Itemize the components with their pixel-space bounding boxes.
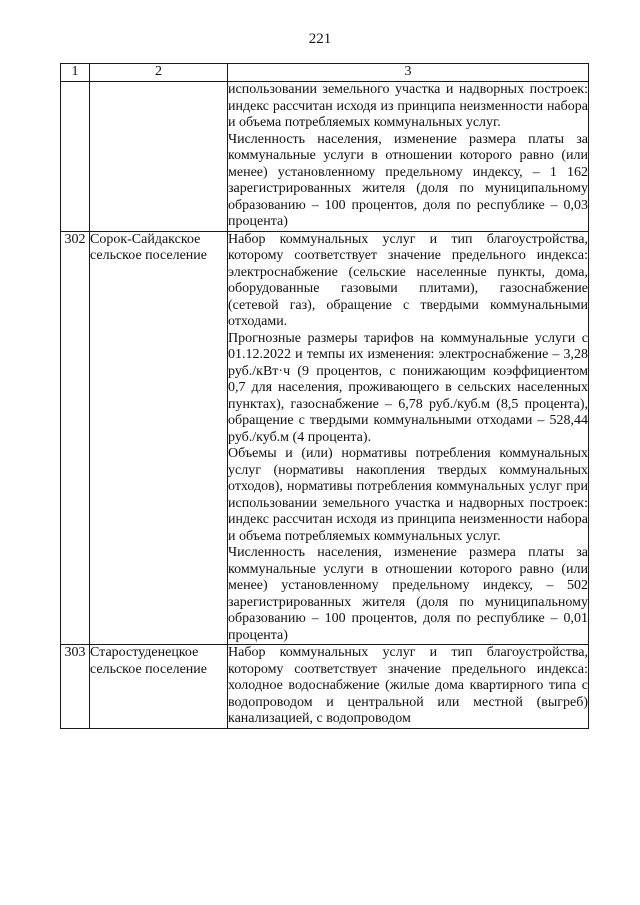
row-text <box>228 645 589 729</box>
paragraph: Численность населения, изменение размера платы за коммунальные услуги в отношении которого равно (или менее) установленному предельному индексу, – 1 162 зарегистрированных жителя (доля по муниципальному образованию – 100 процентов, доля по республике – 0,03 процента) <box>228 131 588 229</box>
paragraph: использовании земельного участка и надворных построек: индекс рассчитан исходя из принципа неизменности набора и объема потребляемых коммунальных услуг. <box>228 82 588 130</box>
paragraph: Объемы и (или) нормативы потребления коммунальных услуг (нормативы накопления твердых коммунальных отходов), нормативы потребления коммунальных услуг при использовании земельного участка и надворных построек: индекс рассчитан исходя из принципа неизменности набора и объема потребляемых коммунальных услуг. <box>228 446 588 544</box>
header-row <box>61 64 589 82</box>
paragraph: Набор коммунальных услуг и тип благоустройства, которому соответствует значение предельного индекса: электроснабжение (сельские населенные пункты, дома, оборудованные газовыми плитами), газоснабжение (сетевой газ), обращение с твердыми коммунальными отходами. <box>228 231 588 329</box>
row-text <box>228 231 589 645</box>
header-col-1: 1 <box>61 64 90 82</box>
paragraph: Прогнозные размеры тарифов на коммунальные услуги с 01.12.2022 и темпы их изменения: электроснабжение – 3,28 руб./кВт·ч (9 процентов, с понижающим коэффициентом 0,7 для населения, проживающего в сельских населенных пунктах), газоснабжение – 6,78 руб./куб.м (8,5 процента), обращение с твердыми коммунальными отходами – 528,44 руб./куб.м (4 процента). <box>228 330 588 445</box>
row-number: 302 <box>61 231 90 645</box>
table-row-303 <box>61 645 589 729</box>
row-text <box>228 82 589 232</box>
settlement-name: Сорок-Сайдакское сельское поселение <box>90 231 228 645</box>
row-number <box>61 82 90 232</box>
settlement-name <box>90 82 228 232</box>
page-number: 221 <box>308 31 332 47</box>
paragraph: Численность населения, изменение размера платы за коммунальные услуги в отношении которого равно (или менее) установленному предельному индексу, – 502 зарегистрированных жителя (доля по муниципальному образованию – 100 процентов, доля по республике – 0,01 процента) <box>228 545 588 643</box>
header-col-2: 2 <box>90 64 228 82</box>
paragraph: Набор коммунальных услуг и тип благоустройства, которому соответствует значение предельного индекса: холодное водоснабжение (жилые дома квартирного типа с водопроводом и центральной или местной (выгреб) канализацией, с водопроводом <box>228 645 588 726</box>
header-col-3: 3 <box>228 64 589 82</box>
row-number: 303 <box>61 645 90 729</box>
settlement-name: Старостуденецкое сельское поселение <box>90 645 228 729</box>
table-row-302 <box>61 231 589 645</box>
table-row-continuation <box>61 82 589 232</box>
data-table <box>60 63 589 729</box>
